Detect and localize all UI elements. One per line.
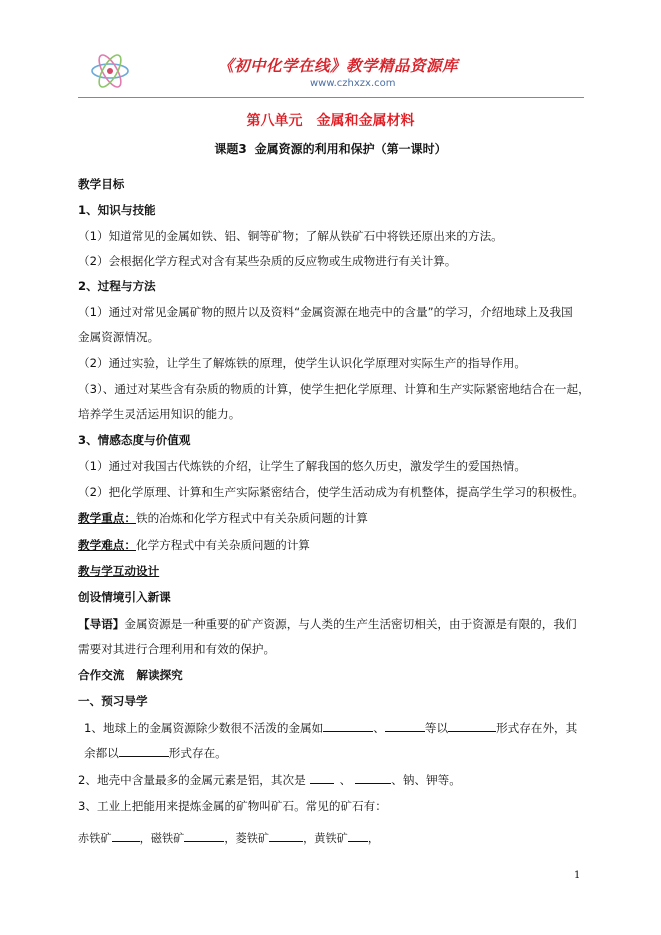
q2-text-b: 、 — [339, 773, 352, 787]
knowledge-item-2: （2）会根据化学方程式对含有某些杂质的反应物或生成物进行有关计算。 — [78, 254, 457, 268]
knowledge-heading: 1、知识与技能 — [78, 203, 156, 217]
banner-title: 《初中化学在线》教学精品资源库 — [218, 56, 459, 75]
ore-blank-1[interactable] — [112, 830, 140, 842]
key-point-text: 铁的冶炼和化学方程式中有关杂质问题的计算 — [135, 511, 368, 525]
q1-text-b: 、 — [373, 721, 385, 735]
q1-text-c: 等以 — [424, 721, 449, 735]
lesson-number: 课题3 — [214, 142, 247, 156]
process-item-1-line-1: （1）通过对常见金属矿物的照片以及资料“金属资源在地壳中的含量”的学习，介绍地球上及我国 — [78, 305, 573, 319]
q2-text-c: 、钠、钾等。 — [391, 773, 461, 787]
banner-url: www.czhxzx.com — [310, 78, 396, 89]
ore-magnetite: ，磁铁矿 — [139, 832, 185, 845]
explore-heading-b: 解读探究 — [136, 668, 183, 682]
explore-heading — [78, 667, 183, 683]
emotion-heading: 3、情感态度与价值观 — [78, 433, 191, 447]
q1-blank-3[interactable] — [448, 720, 496, 732]
unit-number: 第八单元 — [246, 113, 303, 129]
difficulty-label: 教学难点： — [78, 538, 136, 552]
q1-blank-2[interactable] — [385, 720, 425, 732]
header-divider — [78, 97, 584, 98]
preview-heading: 一、预习导学 — [78, 694, 148, 708]
ore-siderite: ，菱铁矿 — [224, 832, 270, 845]
guide-label: 【导语】 — [78, 617, 125, 631]
process-item-2: （2）通过实验，让学生了解炼铁的原理，使学生认识化学原理对实际生产的指导作用。 — [78, 356, 526, 370]
q1-blank-4[interactable] — [119, 745, 169, 757]
unit-title — [0, 110, 661, 130]
key-point — [78, 510, 368, 526]
key-point-label: 教学重点： — [78, 511, 136, 525]
lesson-title — [0, 140, 661, 157]
ore-blank-3[interactable] — [269, 830, 303, 842]
emotion-item-2: （2）把化学原理、计算和生产实际紧密结合，使学生活动成为有机整体，提高学生学习的积极性。 — [78, 485, 584, 499]
unit-name: 金属和金属材料 — [316, 113, 415, 129]
page-number: 1 — [574, 870, 581, 881]
q1-text-a: 1、地球上的金属资源除少数很不活泼的金属如 — [84, 721, 324, 735]
knowledge-item-1: （1）知道常见的金属如铁、铝、铜等矿物；了解从铁矿石中将铁还原出来的方法。 — [78, 229, 503, 243]
explore-heading-a: 合作交流 — [78, 668, 125, 682]
q1-text-e: 余都以 — [84, 746, 119, 760]
question-3: 3、工业上把能用来提炼金属的矿物叫矿石。常见的矿石有： — [78, 799, 387, 813]
q1-text-d: 形式存在外，其 — [496, 721, 578, 735]
header-banner — [78, 48, 584, 96]
q2-blank-1[interactable] — [310, 772, 334, 784]
process-item-1-line-2: 金属资源情况。 — [78, 330, 160, 344]
emotion-item-1: （1）通过对我国古代炼铁的介绍，让学生了解我国的悠久历史，激发学生的爱国热情。 — [78, 459, 526, 473]
question-1-line-1 — [84, 720, 577, 736]
ore-hematite: 赤铁矿 — [78, 832, 112, 845]
design-heading: 教与学互动设计 — [78, 564, 160, 578]
intro-heading: 创设情境引入新课 — [78, 590, 171, 604]
guide-line-2: 需要对其进行合理利用和有效的保护。 — [78, 642, 276, 656]
q2-blank-2[interactable] — [355, 772, 391, 784]
process-item-3-line-2: 培养学生灵活运用知识的能力。 — [78, 407, 241, 421]
process-heading: 2、过程与方法 — [78, 279, 156, 293]
ore-trailing: ， — [367, 832, 380, 845]
difficulty-text: 化学方程式中有关杂质问题的计算 — [135, 538, 310, 552]
ore-blank-2[interactable] — [184, 830, 224, 842]
q2-text-a: 2、地壳中含量最多的金属元素是铝，其次是 — [78, 773, 306, 787]
q1-text-f: 形式存在。 — [168, 746, 227, 760]
ore-list — [78, 830, 379, 847]
atom-logo-icon — [88, 50, 132, 92]
process-item-3-line-1: （3）、通过对某些含有杂质的物质的计算，使学生把化学原理、计算和生产实际紧密地结合在一起， — [78, 382, 590, 396]
question-2 — [78, 772, 461, 788]
guide-line-1 — [78, 616, 577, 632]
goals-heading: 教学目标 — [78, 177, 125, 191]
question-1-line-2 — [84, 745, 227, 761]
difficulty — [78, 537, 310, 553]
ore-blank-4[interactable] — [348, 830, 368, 842]
q1-blank-1[interactable] — [323, 720, 373, 732]
lesson-name: 金属资源的利用和保护（第一课时） — [254, 142, 447, 156]
ore-pyrite: ，黄铁矿 — [303, 832, 348, 845]
guide-text-1: 金属资源是一种重要的矿产资源，与人类的生产生活密切相关，由于资源是有限的，我们 — [124, 617, 577, 631]
